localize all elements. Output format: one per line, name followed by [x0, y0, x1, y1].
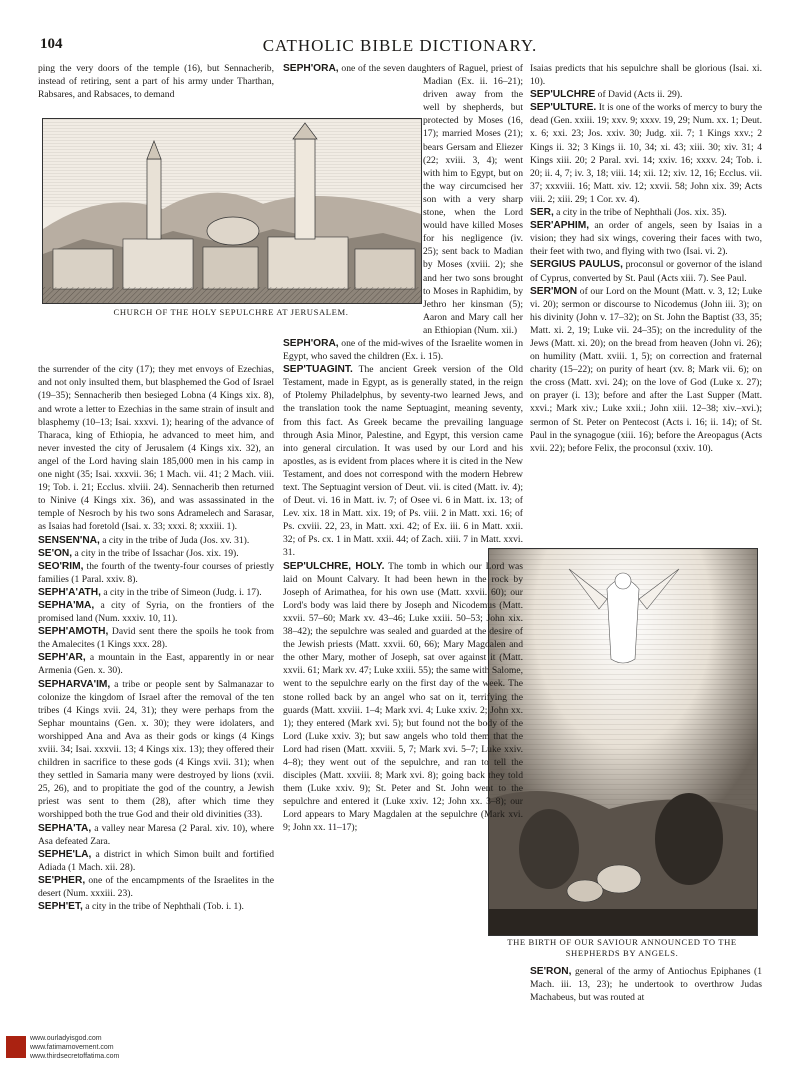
headword: SEPH'ET, — [38, 901, 83, 913]
entry-sephar — [38, 651, 274, 677]
definition: an order of angels, seen by Isaias in a vision; they had six wings, covering their faces with two, their feet with two, and flying with two (Isai. vi. 2). — [530, 220, 762, 258]
entry-sepher — [38, 874, 274, 900]
headword: SENSEN'NA, — [38, 534, 100, 546]
entry-sergius-paulus — [530, 258, 762, 284]
definition: a city of Syria, on the frontiers of the promised land (Num. xxxiv. 10, 11). — [38, 599, 274, 625]
entry-sephaath — [38, 586, 274, 599]
headword: SEP'ULTURE. — [530, 102, 597, 114]
definition: The ancient Greek version of the Old Testament, made in Egypt, as is generally stated, in the reign of Ptolemy Philadelphus, by seventy-two learned Jews, and the translation took the name Septuagint, meaning seventy, from this fact. As Greek became the prevailing language through Asia Minor, Palestine, and Egypt, this version came into general circulation. It was used by our Lord and his apostles, as is evident from places where it is cited in the New Testament, and does not correspond with the modern Hebrew text. The Septuagint version of Deut. vii. is cited (Matt. iv. 4); of Deut. vi. 16 in Matt. iv. 7; of Osee vi. 6 in Matt. ix. 13; of Lev. xix. 18 in Matt. xix. 19; of Ps. viii. 2 in Matt. xxi. 16; of Ps. cxviii. 22, 23, in Matt. xxi. 42; of Ex. iii. 6 in Matt. xxii. 32; of Ps. cx. 1 in Matt. xxii. 44; of Zach. xiii. 7 in Matt. xxvi. 31. — [283, 364, 523, 559]
entry-sepharvaim — [38, 678, 274, 822]
definition: a city in the tribe of Nephthali (Tob. i. 1). — [82, 901, 244, 913]
watermark-logo-icon — [6, 1036, 26, 1058]
definition: general of the army of Antiochus Epiphanes (1 Mach. iii. 13, 23); he undertook to overthrow Judas Machabeus, but was routed at — [530, 966, 762, 1004]
watermark-url-3[interactable]: www.thirdsecretoffatima.com — [30, 1053, 120, 1060]
entry-seon — [38, 547, 274, 560]
definition: a city in the tribe of Juda (Jos. xv. 31). — [99, 534, 250, 546]
headword: SEPHE'LA, — [38, 848, 92, 860]
headword: SEP'ULCHRE — [530, 89, 596, 101]
sepulchre-caption: CHURCH OF THE HOLY SEPULCHRE AT JERUSALEM. — [113, 307, 349, 317]
headword: SEPH'AR, — [38, 652, 86, 664]
entry-sensenna — [38, 534, 274, 547]
headword: SEPHA'TA, — [38, 822, 92, 834]
col1-continuation: the surrender of the city (17); they met envoys of Ezechias, and not only insulted them, but blasphemed the God of Israel (19–35); Sennacherib then besieged Lobna (4 Kings xix. 8), and wrote a letter to Ezechias in the same strain of insult and blasphemy (10–13; Isai. xxxvi. 1); hearing of the advance of Tharaca, king of Ethiopia, he advanced to meet him, and never invested the city of Jerusalem (4 Kings xix. 32), an angel of the Lord having slain 185,000 men in his camp in one night (35; Isai. xxxvii. 36; 1 Mach. vii. 41; 2 Mach. viii. 19; Tob. i. 21; Ecclus. xlviii. 24). Sennacherib then returned to Ninive (4 Kings xix. 36), and was assassinated in the temple of Nesroch by his two sons Adramelech and Sarasar, as Isaias had foretold (Isai. x. 33; xxxi. 8; xxxiii. 1). — [38, 364, 274, 533]
definition: one of the mid-wives of the Israelite women in Egypt, who saved the children (Ex. i. 15). — [283, 337, 523, 363]
column-right-bottom — [530, 965, 762, 1004]
nativity-caption: THE BIRTH OF OUR SAVIOUR ANNOUNCED TO THE SHEPHERDS BY ANGELS. — [507, 937, 737, 958]
definition: proconsul or governor of the island of Cyprus, converted by St. Paul (Acts xiii. 7). See Paul. — [530, 259, 762, 284]
headword: SERGIUS PAULUS, — [530, 259, 623, 271]
figure-spacer — [38, 101, 274, 363]
headword: SER'APHIM, — [530, 220, 590, 232]
headword: SEP'ULCHRE, HOLY. — [283, 560, 385, 572]
entry-sephet — [38, 900, 274, 913]
definition: It is one of the works of mercy to bury the dead (Gen. xxiii. 19; xxv. 9; xxxv. 19, 29; Num. xx. 1; Deut. x. 6; xxi. 23; Jos. xxiv. 30; Judg. xii. 7; 1 Kings xxv.; 2 Kings ii. 32; 3 Kings ii. 10, 34; xi. 43; xiii. 30; xiv. 31; 4 Kings xiii. 20; 2 Paral. xvi. 14; xxiv. 16; xxxv. 24; Tob. i. 20; ii. 4, 7; iv. 3, 18; viii. 14; xii. 12; xiv. 12, 16; Ecclus. vii. 37; xxxviii. 16; Matt. xiv. 12; xxvii. 58; John xix. 39; Acts viii. 2; xiii. 29; 1 Cor. xv. 4). — [530, 102, 762, 205]
entry-sephela — [38, 848, 274, 874]
running-title: CATHOLIC BIBLE DICTIONARY. — [262, 36, 538, 55]
definition: a tribe or people sent by Salmanazar to colonize the kingdom of Israel after the removal of the ten tribes (4 Kings xvii. 24, 31); they were perhaps from the Sephar mountains (Gen. x. 30); they were idolaters, and worshipped Ana and Ava as their gods or kings (4 Kings xviii. 34; Isai. xxxvii. 13; 4 Kings xix. 13); they offered their children in sacrifice to these gods (4 Kings xvii. 31); when they settled in Samaria many were destroyed by lions (xvii. 25, 26), and to propitiate the god of the country, a Jewish priest was sent to them (28), after which time they worshipped both the true God and their old divinities (33). — [38, 678, 274, 821]
headword: SEPH'ORA, — [283, 337, 339, 349]
nativity-angels-engraving — [488, 548, 758, 936]
entry-sephama — [38, 599, 274, 625]
definition: a city in the tribe of Simeon (Judg. i. 17). — [100, 586, 262, 598]
headword: SE'PHER, — [38, 874, 86, 886]
entry-seron — [530, 965, 762, 1004]
headword: SER, — [530, 207, 554, 219]
definition: David sent there the spoils he took from the Amalecites (1 Kings xxx. 28). — [38, 626, 274, 651]
entry-sephata — [38, 822, 274, 848]
headword: SEPHARVA'IM, — [38, 678, 111, 690]
definition: a valley near Maresa (2 Paral. xiv. 10), where Asa defeated Zara. — [38, 822, 274, 847]
page-number: 104 — [40, 36, 63, 52]
definition: the fourth of the twenty-four courses of priestly families (1 Paral. xxiv. 8). — [38, 560, 274, 585]
headword: SEPH'AMOTH, — [38, 626, 109, 638]
definition: of our Lord on the Mount (Matt. v. 3, 12; Luke vi. 20); sermon or discourse to Nicodemus (John iii. 3); on his divinity (John v. 17–32); on St. John the Baptist (33, 35; Matt. xi. 2, 19; Luke vii. 24–35); on the incredulity of the Jews (Matt. xi. 20); on the bread from heaven (John vi. 26); on humility (Matt. xviii. 1, 5); on correction and fraternal charity (15–22); on purity of heart (xv. 8; Mark vii. 6); on the cross (Matt. xvi. 24); on the love of God (Luke x. 27); on prayer (i. 13); before and after the Last Supper (Matt. xxvi.; Mark xiv.; Luke xxii.; John xiii. 12–38; xiv.–xvi.); sermon of St. Peter on Pentecost (Acts i. 16; ii. 14); of St. Paul in the synagogue (xiii. 16); before the Areopagus (Acts xvii. 22); before Felix, the proconsul (xxiv. 10). — [530, 285, 762, 454]
watermark-url-1[interactable]: www.ourladyisgod.com — [30, 1035, 102, 1042]
definition: a city in the tribe of Nephthali (Jos. xix. 35). — [553, 207, 727, 219]
definition: a district in which Simon built and fortified Adiada (1 Mach. xii. 28). — [38, 848, 274, 873]
definition: a mountain in the East, apparently in or near Armenia (Gen. x. 30). — [38, 652, 274, 677]
headword: SEPH'ORA, — [283, 63, 339, 74]
entry-sepulchre-david — [530, 88, 762, 101]
entry-sephora-midwife — [283, 337, 523, 363]
headword: SEO'RIM, — [38, 560, 84, 572]
definition: one of the encampments of the Israelites in the desert (Num. xxxiii. 23). — [38, 874, 274, 900]
headword: SE'RON, — [530, 966, 572, 977]
headword: SEPHA'MA, — [38, 599, 95, 611]
entry-sepulchre-holy — [283, 560, 523, 835]
entry-septuagint — [283, 363, 523, 559]
column-right — [530, 62, 762, 455]
headword: SEPH'A'ATH, — [38, 586, 101, 598]
entry-sermon — [530, 285, 762, 455]
nativity-angels-engraving-drawing — [489, 549, 757, 935]
watermark-url-2[interactable]: www.fatimamovement.com — [30, 1044, 114, 1051]
headword: SE'ON, — [38, 547, 73, 559]
watermark-urls — [30, 1034, 119, 1061]
entry-seraphim — [530, 219, 762, 258]
definition: The tomb in which our Lord was laid on Mount Calvary. It had been hewn in the rock by Joseph of Arimathea, for his own use (Matt. xxvii. 60); our Lord's body was laid there by Joseph and Nicodemus (Matt. xxvii. 57–60; Mark xv. 43–46; Luke xxiii. 50–53; John xix. 38–42); the sepulchre was sealed and guarded at the desire of the Jewish priests (Matt. xxvii. 60, 66); Mary Magdalen and the other Mary, mother of Joseph, sat over against it (Matt. xxvii. 61; Mark xv. 47; Luke xxiii. 55); the same with Salome, went to the sepulchre early on the first day of the week. The stone rolled back by an angel who sat on it, terrifying the guards (Matt. xxviii. 1–4; Mark xvi. 4; Luke xxiv. 2; John xx. 1); they entered (Mark xvi. 5); but found not the body of the Lord (Luke xxiv. 3); but saw angels who told them that the Lord had risen (Matt. xxviii. 5, 7; Mark xvi. 5–7; Luke xxiv. 4–8); they went out of the sepulchre, and ran to tell the disciples (Matt. xxviii. 8; Mark xvi. 8); going back they told them (Luke xxiv. 9); St. Peter and St. John went to the sepulchre and entered it (Luke xxiv. 12; John xx. 3–8); our Lord appears to Mary Magdalen at the sepulchre (Mark xvi. 9; John xx. 11–17); — [283, 560, 523, 834]
definition: a city in the tribe of Issachar (Jos. xix. 19). — [72, 547, 239, 559]
headword: SER'MON — [530, 285, 578, 297]
headword: SEP'TUAGINT. — [283, 364, 353, 376]
entry-sephora-daughter — [283, 62, 523, 337]
col1-continuation-top: ping the very doors of the temple (16), but Sennacherib, instead of retiring, sent a part of his army under Tharthan, Rabsares, and Rabsaces, to demand — [38, 63, 274, 101]
entry-seorim — [38, 560, 274, 586]
column-middle — [283, 62, 523, 835]
definition: of David (Acts ii. 29). — [595, 89, 683, 101]
column-left — [38, 62, 274, 913]
col3-continuation-top: Isaias predicts that his sepulchre shall be glorious (Isai. xi. 10). — [530, 63, 762, 88]
entry-sepulture — [530, 101, 762, 206]
entry-sephamoth — [38, 625, 274, 651]
definition: one of the seven daughters of Raguel, priest of Madian (Ex. ii. 16–21); driven away from the well by shepherds, but protected by Moses (16, 17); married Moses (21); bears Gersam and Eliezer (22; xviii. 3, 4); went with him to Egypt, but on the way circumcised her son with a very sharp stone, when the Lord would have killed Moses for his negligence (iv. 25); sent back to Madian by Moses (xviii. 2); she and her two sons brought to Moses in Raphidim, by Jethro her kinsman (5); Aaron and Mary call her an Ethiopian (Num. xii.) — [338, 63, 523, 336]
entry-ser — [530, 206, 762, 219]
